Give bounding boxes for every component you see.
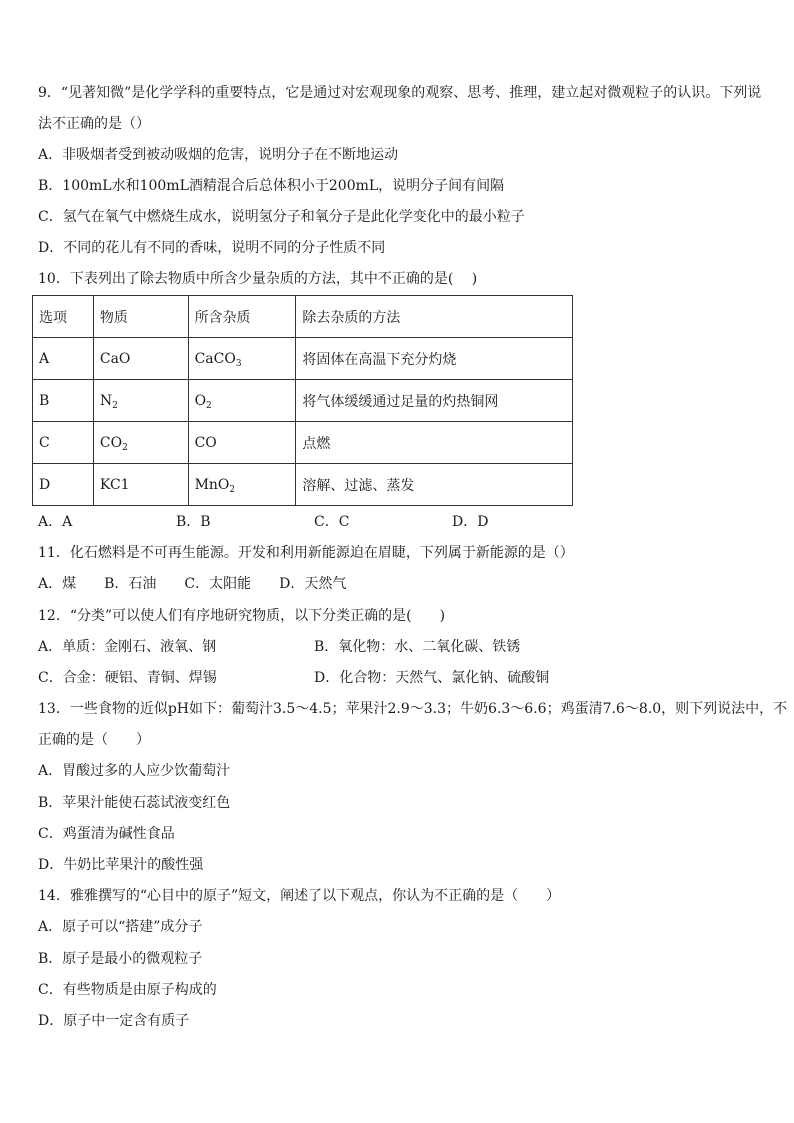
row-option: D	[33, 464, 94, 506]
q12-option-d: D．化合物：天然气、氯化钠、硫酸铜	[314, 670, 550, 686]
row-impurity	[188, 380, 296, 422]
formula-base: CO	[99, 434, 123, 451]
formula-subscript: 2	[122, 442, 128, 453]
formula-subscript: 2	[229, 484, 236, 495]
row-impurity	[188, 338, 296, 380]
row-option: B	[33, 380, 94, 422]
row-impurity: CO	[188, 422, 296, 464]
q13-stem-line1: 13．一些食物的近似pH如下：葡萄汁3.5～4.5；苹果汁2.9～3.3；牛奶6.3～6.6；鸡蛋清7.6～8.0，则下列说法中，不	[38, 701, 788, 717]
row-method: 点燃	[296, 422, 573, 464]
row-substance: CaO	[93, 338, 188, 380]
q13-stem-line2: 正确的是（ ）	[38, 732, 150, 748]
q13-option-b: B．苹果汁能使石蕊试液变红色	[38, 795, 231, 811]
q9-stem-line1: 9．“见著知微”是化学学科的重要特点，它是通过对宏观现象的观察、思考、推理，建立起对微观粒子的认识。下列说	[38, 85, 762, 101]
q9-stem-line2: 法不正确的是（）	[38, 116, 150, 132]
table-row	[33, 464, 573, 506]
formula-subscript: 2	[206, 400, 212, 411]
q14-stem: 14．雅雅撰写的“心目中的原子”短文，阐述了以下观点，你认为不正确的是（ ）	[38, 888, 561, 904]
q10-answer-d: D．D	[452, 514, 489, 530]
row-substance	[93, 380, 188, 422]
formula-subscript: 3	[235, 358, 242, 369]
header-method: 除去杂质的方法	[296, 296, 573, 338]
table-row	[33, 338, 573, 380]
formula-base: O	[194, 392, 207, 409]
q13-option-c: C．鸡蛋清为碱性食品	[38, 826, 175, 842]
q10-answer-a: A．A	[38, 514, 73, 530]
formula-base: MnO	[194, 476, 230, 493]
header-impurity: 所含杂质	[188, 296, 296, 338]
formula-base: CaCO	[194, 350, 236, 367]
row-method: 将固体在高温下充分灼烧	[296, 338, 573, 380]
q9-option-d: D．不同的花儿有不同的香味，说明不同的分子性质不同	[38, 240, 386, 256]
q14-option-d: D．原子中一定含有质子	[38, 1013, 190, 1029]
formula-subscript: 2	[112, 400, 118, 411]
q9-option-b: B．100mL水和100mL酒精混合后总体积小于200mL，说明分子间有间隔	[38, 178, 505, 194]
q12-option-b: B．氧化物：水、二氧化碳、铁锈	[314, 639, 521, 655]
q14-option-b: B．原子是最小的微观粒子	[38, 951, 203, 967]
q10-answer-b: B．B	[176, 514, 211, 530]
q12-option-a: A．单质：金刚石、液氧、钢	[38, 639, 217, 655]
row-substance	[93, 422, 188, 464]
row-substance: KC1	[93, 464, 188, 506]
q13-option-d: D．牛奶比苹果汁的酸性强	[38, 857, 204, 873]
q9-option-c: C．氢气在氧气中燃烧生成水，说明氢分子和氧分子是此化学变化中的最小粒子	[38, 209, 525, 225]
q10-answer-c: C．C	[314, 514, 350, 530]
row-method: 将气体缓缓通过足量的灼热铜网	[296, 380, 573, 422]
q14-option-c: C．有些物质是由原子构成的	[38, 982, 217, 998]
q12-option-c: C．合金：硬铝、青铜、焊锡	[38, 670, 217, 686]
table-row	[33, 422, 573, 464]
q10-table	[32, 295, 573, 506]
row-option: A	[33, 338, 94, 380]
q11-options: A．煤 B．石油 C．太阳能 D．天然气	[38, 576, 347, 592]
header-option: 选项	[33, 296, 94, 338]
row-impurity	[188, 464, 296, 506]
formula-base: N	[99, 392, 113, 409]
row-method: 溶解、过滤、蒸发	[296, 464, 573, 506]
q10-stem: 10．下表列出了除去物质中所含少量杂质的方法，其中不正确的是( )	[38, 271, 478, 287]
q14-option-a: A．原子可以“搭建”成分子	[38, 919, 203, 935]
row-option: C	[33, 422, 94, 464]
q9-option-a: A．非吸烟者受到被动吸烟的危害，说明分子在不断地运动	[38, 147, 399, 163]
q12-stem: 12．“分类”可以使人们有序地研究物质，以下分类正确的是( )	[38, 608, 446, 624]
q13-option-a: A．胃酸过多的人应少饮葡萄汁	[38, 763, 231, 779]
q11-stem: 11．化石燃料是不可再生能源。开发和利用新能源迫在眉睫，下列属于新能源的是（）	[38, 545, 574, 561]
header-substance: 物质	[93, 296, 188, 338]
table-header-row	[33, 296, 573, 338]
table-row	[33, 380, 573, 422]
